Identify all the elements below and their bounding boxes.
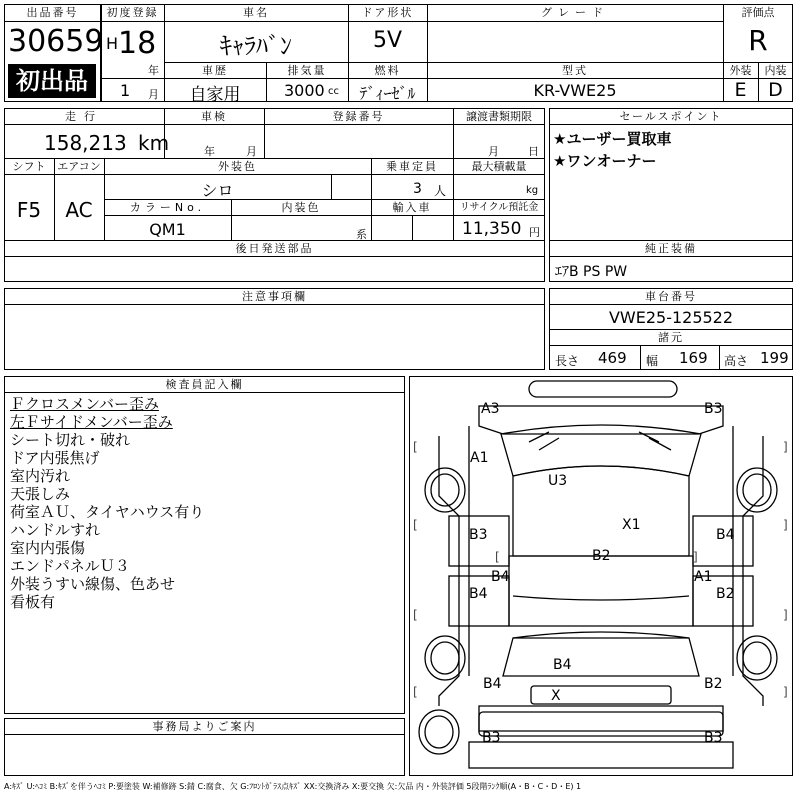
color-label: 外装色 — [218, 160, 257, 173]
damage-mark: A1 — [694, 569, 713, 585]
transfer-month-unit: 月 — [488, 145, 499, 158]
height-label: 高さ — [724, 354, 749, 368]
inspection-year-unit: 年 — [204, 145, 215, 158]
remark-line: 荷室ＡＵ、タイヤハウス有り — [10, 503, 205, 521]
length-label: 長さ — [555, 354, 580, 368]
damage-mark: B3 — [704, 730, 723, 746]
damage-mark: A3 — [481, 401, 500, 417]
damage-mark: X — [551, 688, 561, 704]
fuel-label: 燃料 — [374, 64, 401, 77]
damage-mark: B2 — [704, 676, 723, 692]
capacity-unit: 人 — [434, 184, 447, 198]
remark-line: 室内汚れ — [10, 467, 71, 485]
car-name-label: 車名 — [243, 6, 269, 19]
inspector-remarks — [10, 395, 204, 611]
month: 1 — [120, 81, 131, 100]
grade-label: グレード — [541, 6, 609, 19]
int-grade: D — [768, 79, 783, 101]
damage-mark: B4 — [716, 527, 735, 543]
remark-line: ドア内張焦げ — [10, 449, 100, 467]
transfer-day-unit: 日 — [528, 145, 539, 158]
history: 自家用 — [189, 85, 241, 105]
sales-point: ★ワンオーナー — [553, 152, 657, 170]
score-label: 評価点 — [741, 6, 775, 19]
model: KR-VWE25 — [533, 81, 617, 100]
displacement-unit: cc — [328, 86, 339, 97]
era: H — [106, 34, 119, 53]
model-label: 型式 — [562, 64, 588, 77]
shift: F5 — [16, 198, 42, 222]
first-reg-label: 初度登録 — [106, 6, 159, 19]
ext-label: 外装 — [729, 64, 752, 77]
displacement: 3000 — [284, 81, 325, 100]
year: 18 — [118, 26, 157, 61]
remark-line: 室内内張傷 — [10, 539, 86, 557]
equipment: ｴｱB PS PW — [555, 264, 628, 280]
damage-mark: B4 — [553, 657, 572, 673]
door: 5V — [372, 28, 403, 53]
shift-label: シフト — [12, 160, 46, 173]
bracket-mark: ] — [783, 440, 788, 454]
listing-no: 30659 — [8, 24, 104, 59]
width: 169 — [679, 349, 708, 367]
chassis-label: 車台番号 — [645, 290, 697, 303]
door-label: ドア形状 — [361, 6, 414, 19]
damage-mark: B3 — [704, 401, 723, 417]
vehicle-diagram — [409, 376, 793, 776]
color-no: QM1 — [149, 220, 186, 239]
bracket-mark: ] — [783, 518, 788, 532]
later-parts-label: 後日発送部品 — [235, 242, 314, 255]
damage-mark: X1 — [622, 517, 641, 533]
width-label: 幅 — [646, 354, 659, 368]
listing-no-label: 出品番号 — [26, 6, 79, 19]
equipment-label: 純正装備 — [645, 242, 697, 255]
max-load-label: 最大積載量 — [471, 160, 527, 173]
sales-points — [553, 128, 671, 172]
mileage: 158,213 — [44, 131, 127, 155]
ac-label: エアコン — [57, 160, 101, 173]
recycle: 11,350 — [462, 219, 522, 239]
color: シロ — [201, 181, 234, 200]
chassis-no: VWE25-125522 — [608, 308, 734, 327]
remark-line: 看板有 — [10, 593, 56, 611]
ac: AC — [65, 198, 93, 222]
mileage-label: 走行 — [65, 110, 103, 123]
score: R — [748, 24, 768, 57]
remark-line: ハンドルすれ — [10, 521, 101, 539]
length: 469 — [598, 349, 627, 367]
inspection-label: 車検 — [201, 110, 227, 123]
first-listing-badge: 初出品 — [8, 64, 96, 98]
int-label: 内装 — [764, 64, 787, 77]
month-unit: 月 — [148, 88, 159, 101]
int-color-unit: 系 — [356, 228, 367, 241]
capacity-label: 乗車定員 — [386, 160, 438, 173]
recycle-unit: 円 — [529, 226, 540, 239]
import-label: 輸入車 — [392, 201, 432, 214]
max-load-unit: kg — [526, 185, 539, 196]
displacement-label: 排気量 — [287, 64, 327, 77]
int-color-label: 内装色 — [281, 201, 321, 214]
legend: A:ｷｽﾞ U:ﾍｺﾐ B:ｷｽﾞを伴うﾍｺﾐ P:要塗装 W:補修跡 S:錆 C:腐食、欠 G:ﾌﾛﾝﾄｶﾞﾗｽ点ｷｽﾞ XX:交換済み X:要交換 欠:欠品 内・外装評価 5段階ﾗﾝｸ順(A・B・C・D・E) 1 — [4, 782, 582, 791]
remark-line: 外装うすい線傷、色あせ — [10, 575, 176, 593]
damage-mark: B4 — [491, 569, 510, 585]
capacity: 3 — [413, 181, 422, 197]
ext-grade: E — [734, 79, 747, 101]
damage-mark: B3 — [482, 730, 501, 746]
car-name: ｷｬﾗﾊﾞﾝ — [220, 32, 292, 60]
mileage-unit: km — [138, 131, 170, 155]
damage-mark: B2 — [592, 548, 611, 564]
notes-label: 注意事項欄 — [242, 290, 307, 303]
bracket-mark: ] — [783, 685, 788, 699]
color-no-label: カラーNo. — [129, 201, 206, 214]
damage-mark: B2 — [716, 586, 735, 602]
sales-label: セールスポイント — [619, 110, 723, 123]
sales-point: ★ユーザー買取車 — [553, 130, 672, 148]
damage-mark: B4 — [469, 586, 488, 602]
reg-no-label: 登録番号 — [332, 110, 385, 123]
damage-mark: B3 — [469, 527, 488, 543]
transfer-label: 譲渡書類期限 — [466, 110, 532, 123]
bracket-mark: [ — [413, 685, 418, 699]
recycle-label: リサイクル預託金 — [459, 202, 539, 213]
bracket-mark: ] — [693, 550, 698, 564]
year-unit: 年 — [148, 64, 159, 77]
damage-mark: U3 — [548, 473, 568, 489]
remark-line: 左Ｆサイドメンバー歪み — [10, 413, 173, 431]
office-label: 事務局よりご案内 — [152, 720, 257, 733]
bracket-mark: [ — [413, 518, 418, 532]
remark-line: Ｆクロスメンバー歪み — [10, 395, 159, 413]
bracket-mark: ] — [783, 608, 788, 622]
height: 199 — [760, 349, 789, 367]
remark-line: 天張しみ — [10, 485, 71, 503]
damage-mark: A1 — [470, 450, 489, 466]
fuel: ﾃﾞｨｰｾﾞﾙ — [359, 84, 416, 103]
damage-mark: B4 — [483, 676, 502, 692]
inspector-label: 検査員記入欄 — [165, 378, 244, 391]
bracket-mark: [ — [413, 440, 418, 454]
history-label: 車歴 — [202, 64, 228, 77]
remark-line: シート切れ・破れ — [10, 431, 131, 449]
bracket-mark: [ — [495, 550, 500, 564]
dims-label: 諸元 — [658, 331, 684, 344]
bracket-mark: [ — [413, 608, 418, 622]
remark-line: エンドパネルＵ３ — [10, 557, 130, 575]
inspection-month-unit: 月 — [246, 145, 257, 158]
